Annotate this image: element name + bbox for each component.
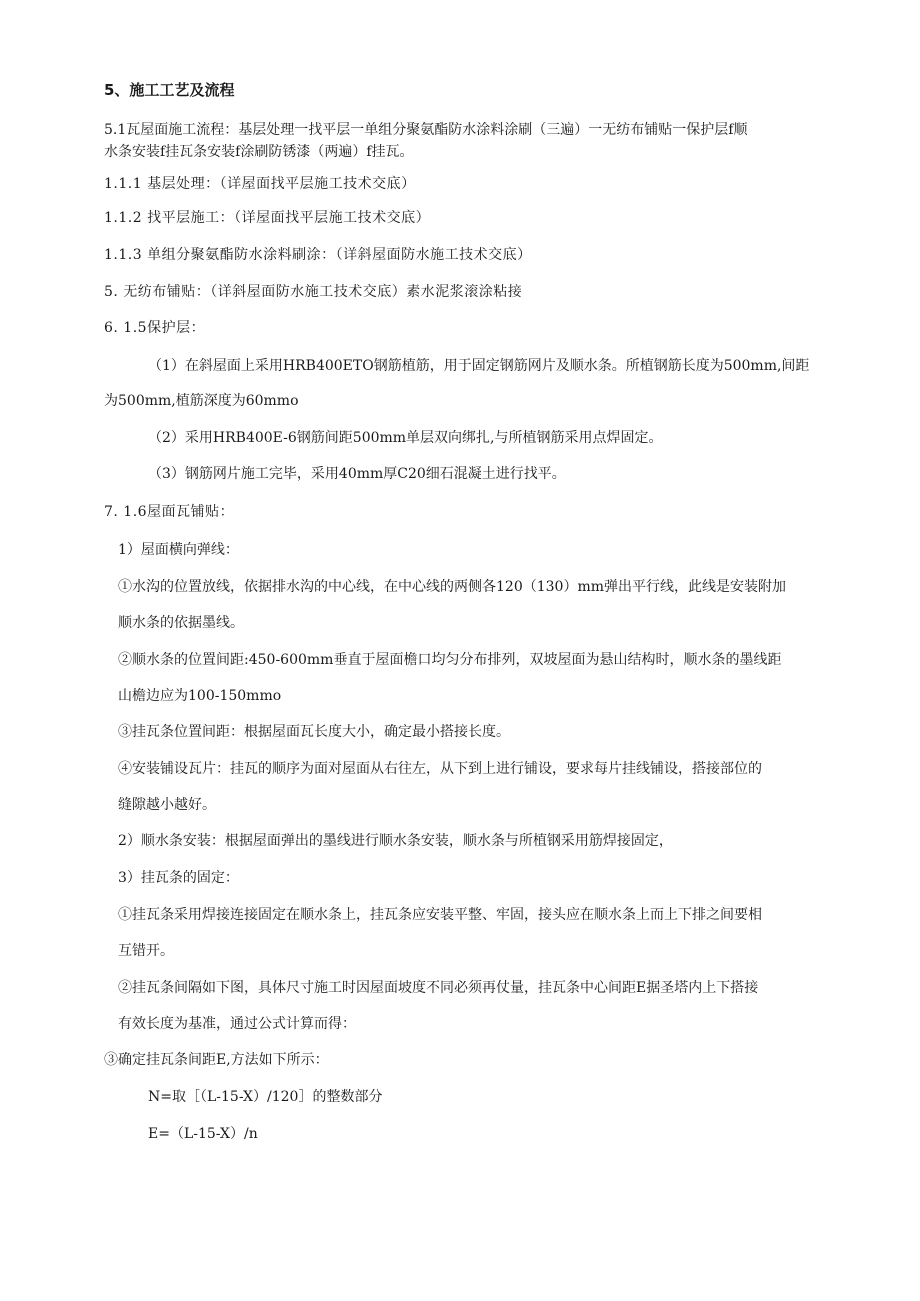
step-1d-line-2: 缝隙越小越好。 <box>118 797 216 813</box>
item-1-1-1: 1.1.1 基层处理：（详屋面找平层施工技术交底） <box>104 176 416 192</box>
formula-e: E=（L-15-X）/n <box>148 1126 258 1142</box>
flow-line-1: 5.1瓦屋面施工流程：基层处理一找平层一单组分聚氨酯防水涂料涂刷（三遍）一无纺布铺贴一保护层f顺 <box>104 122 748 138</box>
step-1b-line-2: 山檐边应为100-150mmo <box>118 688 282 704</box>
item-5: 5. 无纺布铺贴：（详斜屋面防水施工技术交底）素水泥浆滚涂粘接 <box>104 284 523 300</box>
step-1-title: 1）屋面横向弹线： <box>118 542 239 558</box>
step-1b-line-1: ②顺水条的位置间距:450-600mm垂直于屋面檐口均匀分布排列，双坡屋面为悬山结构时，顺水条的墨线距 <box>118 652 782 668</box>
flow-line-2: 水条安装f挂瓦条安装f涂刷防锈漆（两遍）f挂瓦。 <box>104 144 414 160</box>
item-6: 6. 1.5保护层： <box>104 320 206 336</box>
protect-1-line-1: （1）在斜屋面上采用HRB400ETO钢筋植筋，用于固定钢筋网片及顺水条。所植钢筋长度为500mm,间距 <box>148 358 810 374</box>
section-heading: 5、施工工艺及流程 <box>104 81 235 99</box>
step-2: 2）顺水条安装：根据屋面弹出的墨线进行顺水条安装，顺水条与所植钢采用筋焊接固定， <box>118 833 673 849</box>
item-1-1-3: 1.1.3 单组分聚氨酯防水涂料刷涂：（详斜屋面防水施工技术交底） <box>104 247 532 263</box>
step-3b-line-2: 有效长度为基准，通过公式计算而得： <box>118 1016 356 1032</box>
step-3-title: 3）挂瓦条的固定： <box>118 870 239 886</box>
step-1c: ③挂瓦条位置间距：根据屋面瓦长度大小，确定最小搭接长度。 <box>118 724 510 740</box>
step-3a-line-2: 互错开。 <box>118 943 174 959</box>
step-1d-line-1: ④安装铺设瓦片：挂瓦的顺序为面对屋面从右往左，从下到上进行铺设，要求每片挂线铺设，搭接部位的 <box>118 761 762 777</box>
protect-1-line-2: 为500mm,植筋深度为60mmo <box>104 393 299 409</box>
step-3b-line-1: ②挂瓦条间隔如下图，具体尺寸施工时因屋面坡度不同必须再仗量，挂瓦条中心间距E据圣塔内上下搭接 <box>118 980 759 996</box>
formula-n: N=取［（L-15-X）/120］的整数部分 <box>148 1089 383 1105</box>
item-1-1-2: 1.1.2 找平层施工：（详屋面找平层施工技术交底） <box>104 210 431 226</box>
item-7: 7. 1.6屋面瓦铺贴： <box>104 504 235 520</box>
step-3c: ③确定挂瓦条间距E,方法如下所示： <box>104 1052 329 1068</box>
step-3a-line-1: ①挂瓦条采用焊接连接固定在顺水条上，挂瓦条应安装平整、牢固，接头应在顺水条上而上下排之间要相 <box>118 907 762 923</box>
step-1a-line-2: 顺水条的依据墨线。 <box>118 615 244 631</box>
protect-3: （3）钢筋网片施工完毕，采用40mm厚C20细石混凝土进行找平。 <box>148 466 566 482</box>
step-1a-line-1: ①水沟的位置放线，依据排水沟的中心线，在中心线的两侧各120（130）mm弹出平行线，此线是安装附加 <box>118 579 786 595</box>
protect-2: （2）采用HRB400E-6钢筋间距500mm单层双向绑扎,与所植钢筋采用点焊固定。 <box>148 430 663 446</box>
